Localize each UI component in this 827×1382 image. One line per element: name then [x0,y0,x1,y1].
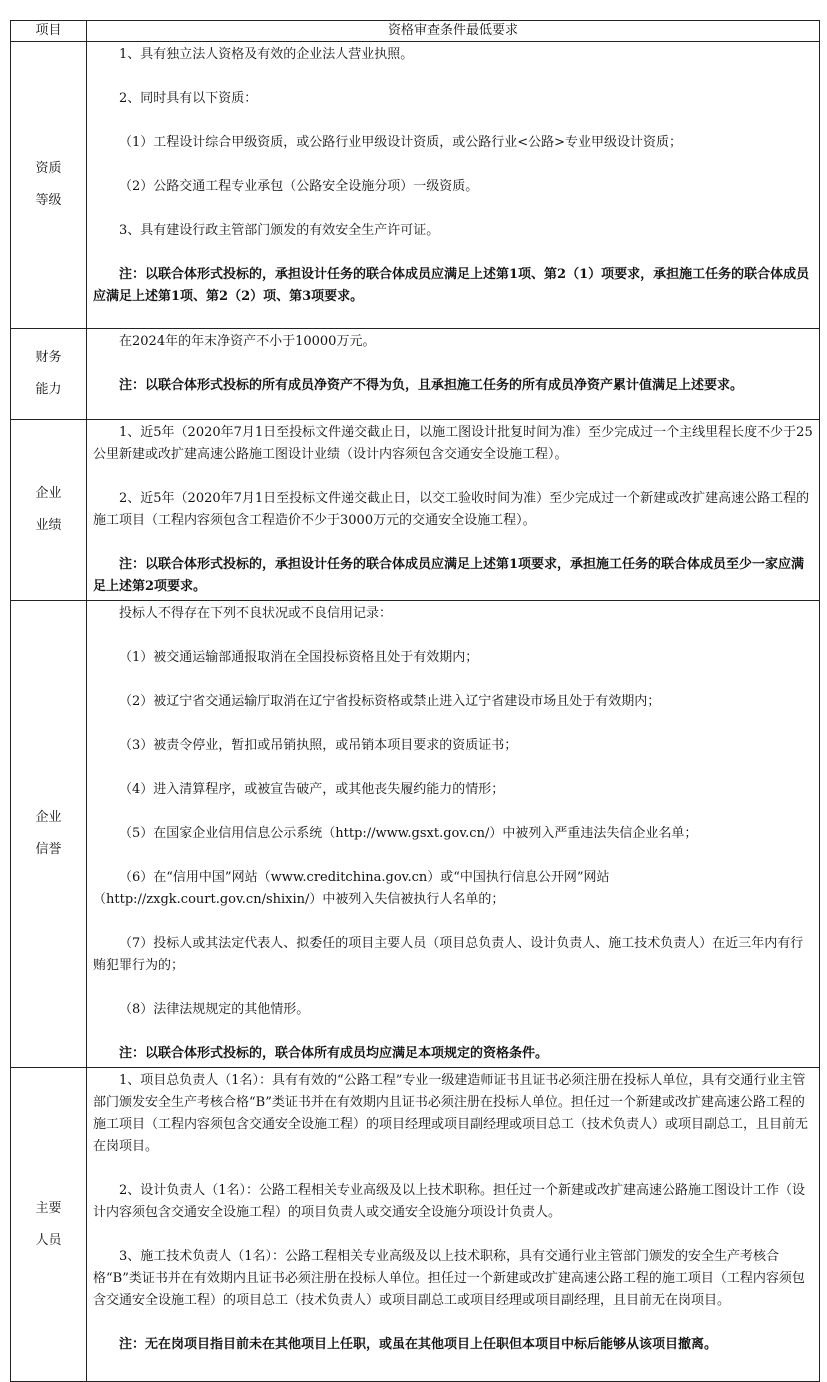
paragraph: （5）在国家企业信用信息公示系统（http://www.gsxt.gov.cn/）中被列入严重违法失信企业名单； [119,826,698,841]
paragraph: 2、近5年（2020年7月1日至投标文件递交截止日，以交工验收时间为准）至少完成过一个新建或改扩建高速公路工程的施工项目（工程内容须包含工程造价不少于3000万元的交通安全设施工程）。 [93,491,810,528]
row-label: 财务 能力 [11,329,87,420]
header-requirement: 资格审查条件最低要求 [87,21,820,42]
row-label: 主要 人员 [11,1068,87,1382]
paragraph: 在2024年的年末净资产不小于10000万元。 [119,334,376,349]
paragraph: 3、具有建设行政主管部门颁发的有效安全生产许可证。 [119,223,440,238]
header-row [11,21,820,42]
note: 注：以联合体形式投标的，承担设计任务的联合体成员应满足上述第1项要求，承担施工任务的联合体成员至少一家应满足上述第2项要求。 [93,557,805,594]
paragraph: 2、设计负责人（1名）：公路工程相关专业高级及以上技术职称。担任过一个新建或改扩建高速公路施工图设计工作（设计内容须包含交通安全设施工程）的项目负责人或交通安全设施分项设计负责人。 [93,1183,806,1220]
row-key-personnel [11,1068,820,1382]
paragraph: 2、同时具有以下资质： [119,91,258,106]
paragraph: （7）投标人或其法定代表人、拟委任的项目主要人员（项目总负责人、设计负责人、施工技术负责人）在近三年内有行贿犯罪行为的； [93,936,804,973]
paragraph: 1、项目总负责人（1名）：具有有效的“公路工程”专业一级建造师证书且证书必须注册在投标人单位，具有交通行业主管部门颁发安全生产考核合格“B”类证书并在有效期内且证书必须注册在投标人单位。担任过一个新建或改扩建高速公路工程的施工项目（工程内容须包含交通安全设施工程）的项目经理或项目副经理或项目总工（技术负责人）或项目副总工，且目前无在岗项目。 [93,1073,809,1154]
note: 注：以联合体形式投标的，承担设计任务的联合体成员应满足上述第1项、第2（1）项要求，承担施工任务的联合体成员应满足上述第1项、第2（2）项、第3项要求。 [93,267,810,304]
paragraph: 1、近5年（2020年7月1日至投标文件递交截止日，以施工图设计批复时间为准）至少完成过一个主线里程长度不少于25公里新建或改扩建高速公路施工图设计业绩（设计内容须包含交通安全设施工程）。 [93,425,813,462]
paragraph: （2）公路交通工程专业承包（公路安全设施分项）一级资质。 [119,179,479,194]
row-content [87,42,820,329]
paragraph: 投标人不得存在下列不良状况或不良信用记录： [119,606,393,621]
paragraph: （3）被责令停业，暂扣或吊销执照，或吊销本项目要求的资质证书； [119,738,518,753]
paragraph: 3、施工技术负责人（1名）：公路工程相关专业高级及以上技术职称，具有交通行业主管部门颁发的安全生产考核合格“B”类证书并在有效期内且证书必须注册在投标人单位。担任过一个新建或改扩建高速公路工程的施工项目（工程内容须包含交通安全设施工程）的项目总工（技术负责人）或项目副总工或项目经理或项目副经理，且目前无在岗项目。 [93,1249,805,1308]
row-label: 企业 信誉 [11,601,87,1068]
note: 注：无在岗项目指目前未在其他项目上任职，或虽在其他项目上任职但本项目中标后能够从该项目撤离。 [119,1337,718,1352]
row-content [87,1068,820,1382]
row-credit [11,601,820,1068]
paragraph: 1、具有独立法人资格及有效的企业法人营业执照。 [119,47,414,62]
paragraph: （8）法律法规规定的其他情形。 [119,1002,310,1017]
paragraph: （1）被交通运输部通报取消在全国投标资格且处于有效期内； [119,650,479,665]
row-content [87,601,820,1068]
paragraph: （6）在“信用中国”网站（www.creditchina.gov.cn）或“中国执行信息公开网”网站（http://zxgk.court.gov.cn/shixin/）中被列入失信被执行人名单的； [93,870,610,907]
row-content [87,420,820,601]
row-performance [11,420,820,601]
note: 注：以联合体形式投标的，联合体所有成员均应满足本项规定的资格条件。 [119,1046,549,1061]
row-content [87,329,820,420]
row-qualification-grade [11,42,820,329]
paragraph: （2）被辽宁省交通运输厅取消在辽宁省投标资格或禁止进入辽宁省建设市场且处于有效期内； [119,694,661,709]
paragraph: （1）工程设计综合甲级资质，或公路行业甲级设计资质，或公路行业<公路>专业甲级设计资质； [119,135,683,150]
paragraph: （4）进入清算程序，或被宣告破产，或其他丧失履约能力的情形； [119,782,505,797]
note: 注：以联合体形式投标的所有成员净资产不得为负，且承担施工任务的所有成员净资产累计值满足上述要求。 [119,378,744,393]
row-label: 企业 业绩 [11,420,87,601]
row-label: 资质 等级 [11,42,87,329]
qualification-table [10,20,820,1382]
row-financial [11,329,820,420]
header-item: 项目 [11,21,87,42]
